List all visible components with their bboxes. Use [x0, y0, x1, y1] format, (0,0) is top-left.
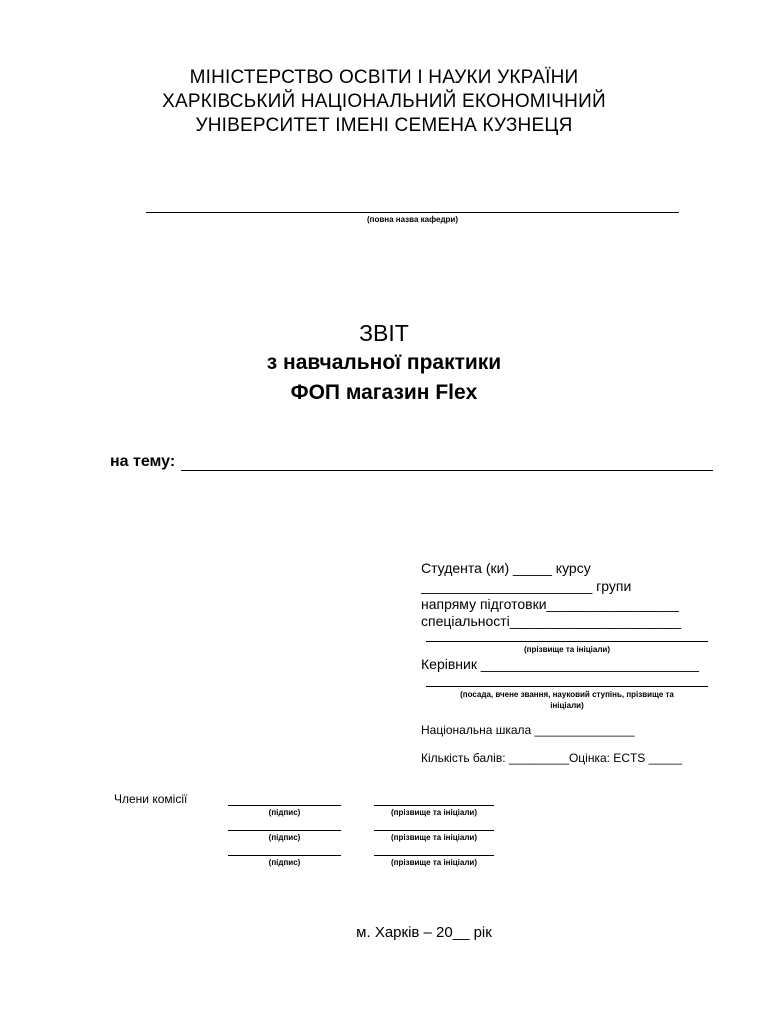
student-name-line — [426, 641, 708, 642]
commission-sign-caption-2: (підпис) — [268, 833, 301, 842]
commission-name-line-2 — [374, 830, 494, 831]
commission-label: Члени комісії — [114, 792, 188, 806]
commission-name-caption-2: (прізвище та ініціали) — [391, 833, 477, 842]
ministry-header — [0, 66, 768, 138]
topic-blank-line — [181, 470, 713, 471]
department-caption: (повна назва кафедри) — [367, 215, 458, 224]
commission-name-line-3 — [374, 855, 494, 856]
points-grade: Кількість балів: _________Оцінка: ECTS _____ — [421, 751, 683, 765]
student-group: ______________________ групи — [421, 578, 632, 594]
supervisor-caption-1: (посада, вчене звання, науковий ступінь, прізвище та — [460, 690, 674, 699]
supervisor-name-line — [426, 686, 708, 687]
student-name-caption: (прізвище та ініціали) — [524, 645, 610, 654]
supervisor-label: Керівник ____________________________ — [421, 656, 699, 672]
footer-city-year: м. Харків – 20__ рік — [356, 924, 492, 941]
department-blank-line — [146, 212, 679, 213]
commission-sign-caption-3: (підпис) — [268, 858, 301, 867]
report-organization: ФОП магазин Flex — [290, 381, 478, 404]
topic-label: на тему: — [110, 453, 176, 470]
commission-sign-line-3 — [228, 855, 341, 856]
header-line-3: УНІВЕРСИТЕТ ІМЕНІ СЕМЕНА КУЗНЕЦЯ — [195, 115, 573, 136]
supervisor-caption-2: ініціали) — [550, 701, 584, 710]
header-line-1: МІНІСТЕРСТВО ОСВІТИ І НАУКИ УКРАЇНИ — [189, 67, 579, 88]
commission-sign-line-1 — [228, 805, 341, 806]
student-direction: напряму підготовки_________________ — [421, 596, 679, 612]
national-scale: Національна шкала _______________ — [421, 723, 635, 737]
commission-name-line-1 — [374, 805, 494, 806]
student-specialty: спеціальності______________________ — [421, 613, 682, 629]
report-subtitle: з навчальної практики — [266, 351, 502, 374]
commission-sign-line-2 — [228, 830, 341, 831]
commission-sign-caption-1: (підпис) — [268, 808, 301, 817]
commission-name-caption-1: (прізвище та ініціали) — [391, 808, 477, 817]
header-line-2: ХАРКІВСЬКИЙ НАЦІОНАЛЬНИЙ ЕКОНОМІЧНИЙ — [162, 91, 606, 112]
commission-name-caption-3: (прізвище та ініціали) — [391, 858, 477, 867]
student-course: Студента (ки) _____ курсу — [421, 560, 591, 576]
report-title: ЗВІТ — [359, 320, 409, 346]
